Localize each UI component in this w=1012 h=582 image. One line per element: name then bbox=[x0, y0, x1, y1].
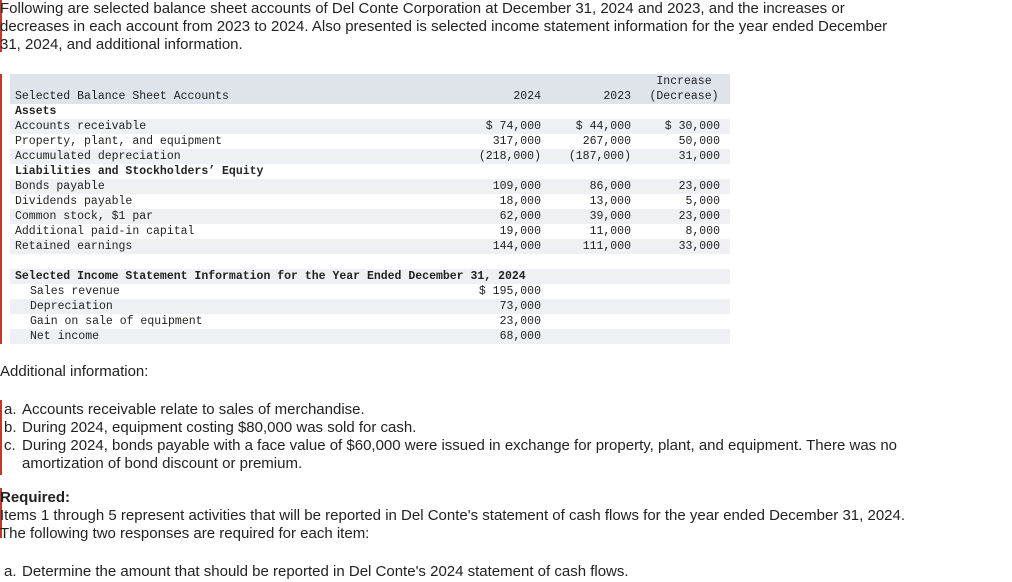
balance-sheet-table bbox=[10, 74, 730, 344]
row-label: Gain on sale of equipment bbox=[30, 315, 203, 328]
value-2023: 86,000 bbox=[589, 180, 631, 193]
row-label: Common stock, $1 par bbox=[15, 210, 154, 223]
table-row bbox=[10, 179, 730, 194]
value-change: 31,000 bbox=[678, 150, 720, 163]
row-label: Accumulated depreciation bbox=[15, 150, 181, 163]
income-value: 23,000 bbox=[499, 315, 541, 328]
list-item bbox=[4, 563, 939, 581]
value-change: 23,000 bbox=[678, 210, 720, 223]
row-label: Net income bbox=[30, 330, 100, 343]
table-row bbox=[10, 239, 730, 254]
income-heading: Selected Income Statement Information for the Year Ended December 31, 2024 bbox=[15, 270, 526, 283]
table-row bbox=[10, 149, 730, 164]
assets-heading: Assets bbox=[15, 105, 57, 118]
value-change: $ 30,000 bbox=[664, 120, 720, 133]
item-text: Accounts receivable relate to sales of merchandise. bbox=[22, 401, 365, 418]
table-row bbox=[10, 299, 730, 314]
liabilities-heading-row bbox=[10, 164, 730, 179]
row-label: Retained earnings bbox=[15, 240, 133, 253]
item-letter: a. bbox=[4, 401, 17, 418]
value-2023: 13,000 bbox=[589, 195, 631, 208]
header-increase: Increase bbox=[656, 75, 712, 88]
value-2024: 317,000 bbox=[492, 135, 541, 148]
value-2024: $ 74,000 bbox=[485, 120, 541, 133]
item-letter: a. bbox=[4, 563, 17, 580]
required-list bbox=[4, 563, 939, 581]
left-accent-bar bbox=[0, 400, 2, 475]
income-heading-row bbox=[10, 269, 730, 284]
value-2023: $ 44,000 bbox=[575, 120, 631, 133]
row-label: Additional paid-in capital bbox=[15, 225, 195, 238]
value-change: 50,000 bbox=[678, 135, 720, 148]
row-label: Accounts receivable bbox=[15, 120, 147, 133]
value-change: 5,000 bbox=[685, 195, 720, 208]
value-change: 23,000 bbox=[678, 180, 720, 193]
item-text: During 2024, bonds payable with a face value of $60,000 were issued in exchange for property, plant, and equipment. There was no amortization of bond discount or premium. bbox=[22, 437, 898, 472]
value-2024: 62,000 bbox=[499, 210, 541, 223]
item-text: During 2024, equipment costing $80,000 was sold for cash. bbox=[22, 419, 417, 436]
table-row bbox=[10, 134, 730, 149]
required-heading: Required: bbox=[0, 489, 71, 506]
left-accent-bar bbox=[0, 74, 2, 344]
header-accounts: Selected Balance Sheet Accounts bbox=[15, 90, 229, 103]
value-2024: 18,000 bbox=[499, 195, 541, 208]
header-2024: 2024 bbox=[513, 90, 541, 103]
value-change: 8,000 bbox=[685, 225, 720, 238]
list-item bbox=[4, 401, 939, 419]
item-letter: c. bbox=[4, 437, 16, 454]
table-row bbox=[10, 224, 730, 239]
row-label: Property, plant, and equipment bbox=[15, 135, 223, 148]
value-2023: 11,000 bbox=[589, 225, 631, 238]
value-2023: 39,000 bbox=[589, 210, 631, 223]
assets-heading-row bbox=[10, 104, 730, 119]
header-decrease: (Decrease) bbox=[649, 90, 719, 103]
value-2024: 109,000 bbox=[492, 180, 541, 193]
income-value: 73,000 bbox=[499, 300, 541, 313]
additional-heading: Additional information: bbox=[0, 363, 149, 380]
value-2023: (187,000) bbox=[568, 150, 631, 163]
list-item bbox=[4, 419, 939, 437]
value-2024: 144,000 bbox=[492, 240, 541, 253]
row-label: Bonds payable bbox=[15, 180, 105, 193]
table-row bbox=[10, 284, 730, 299]
item-text: Determine the amount that should be reported in Del Conte's 2024 statement of cash flows. bbox=[22, 563, 629, 580]
row-label: Depreciation bbox=[30, 300, 113, 313]
table-row bbox=[10, 209, 730, 224]
table-row bbox=[10, 119, 730, 134]
required-paragraph: Items 1 through 5 represent activities that will be reported in Del Conte's statement of cash flows for the year ended December 31, 2024. The following two responses are required for each item: bbox=[0, 507, 906, 542]
list-item bbox=[4, 437, 939, 473]
table-header-row bbox=[10, 74, 730, 104]
income-value: 68,000 bbox=[499, 330, 541, 343]
value-2023: 111,000 bbox=[582, 240, 631, 253]
item-letter: b. bbox=[4, 419, 17, 436]
intro-paragraph: Following are selected balance sheet accounts of Del Conte Corporation at December 31, 2024 and 2023, and the increases or decreases in each account from 2023 to 2024. Also presented is selected income statement information for the year ended December 31, 2024, and additional information. bbox=[0, 0, 888, 53]
table-row bbox=[10, 314, 730, 329]
value-change: 33,000 bbox=[678, 240, 720, 253]
table-row bbox=[10, 194, 730, 209]
liabilities-heading: Liabilities and Stockholders’ Equity bbox=[15, 165, 264, 178]
table-row bbox=[10, 329, 730, 344]
income-value: $ 195,000 bbox=[478, 285, 541, 298]
value-2024: 19,000 bbox=[499, 225, 541, 238]
row-label: Dividends payable bbox=[15, 195, 133, 208]
row-label: Sales revenue bbox=[30, 285, 120, 298]
header-2023: 2023 bbox=[603, 90, 631, 103]
value-2023: 267,000 bbox=[582, 135, 631, 148]
value-2024: (218,000) bbox=[478, 150, 541, 163]
table-spacer bbox=[10, 254, 730, 269]
additional-list bbox=[4, 401, 939, 473]
